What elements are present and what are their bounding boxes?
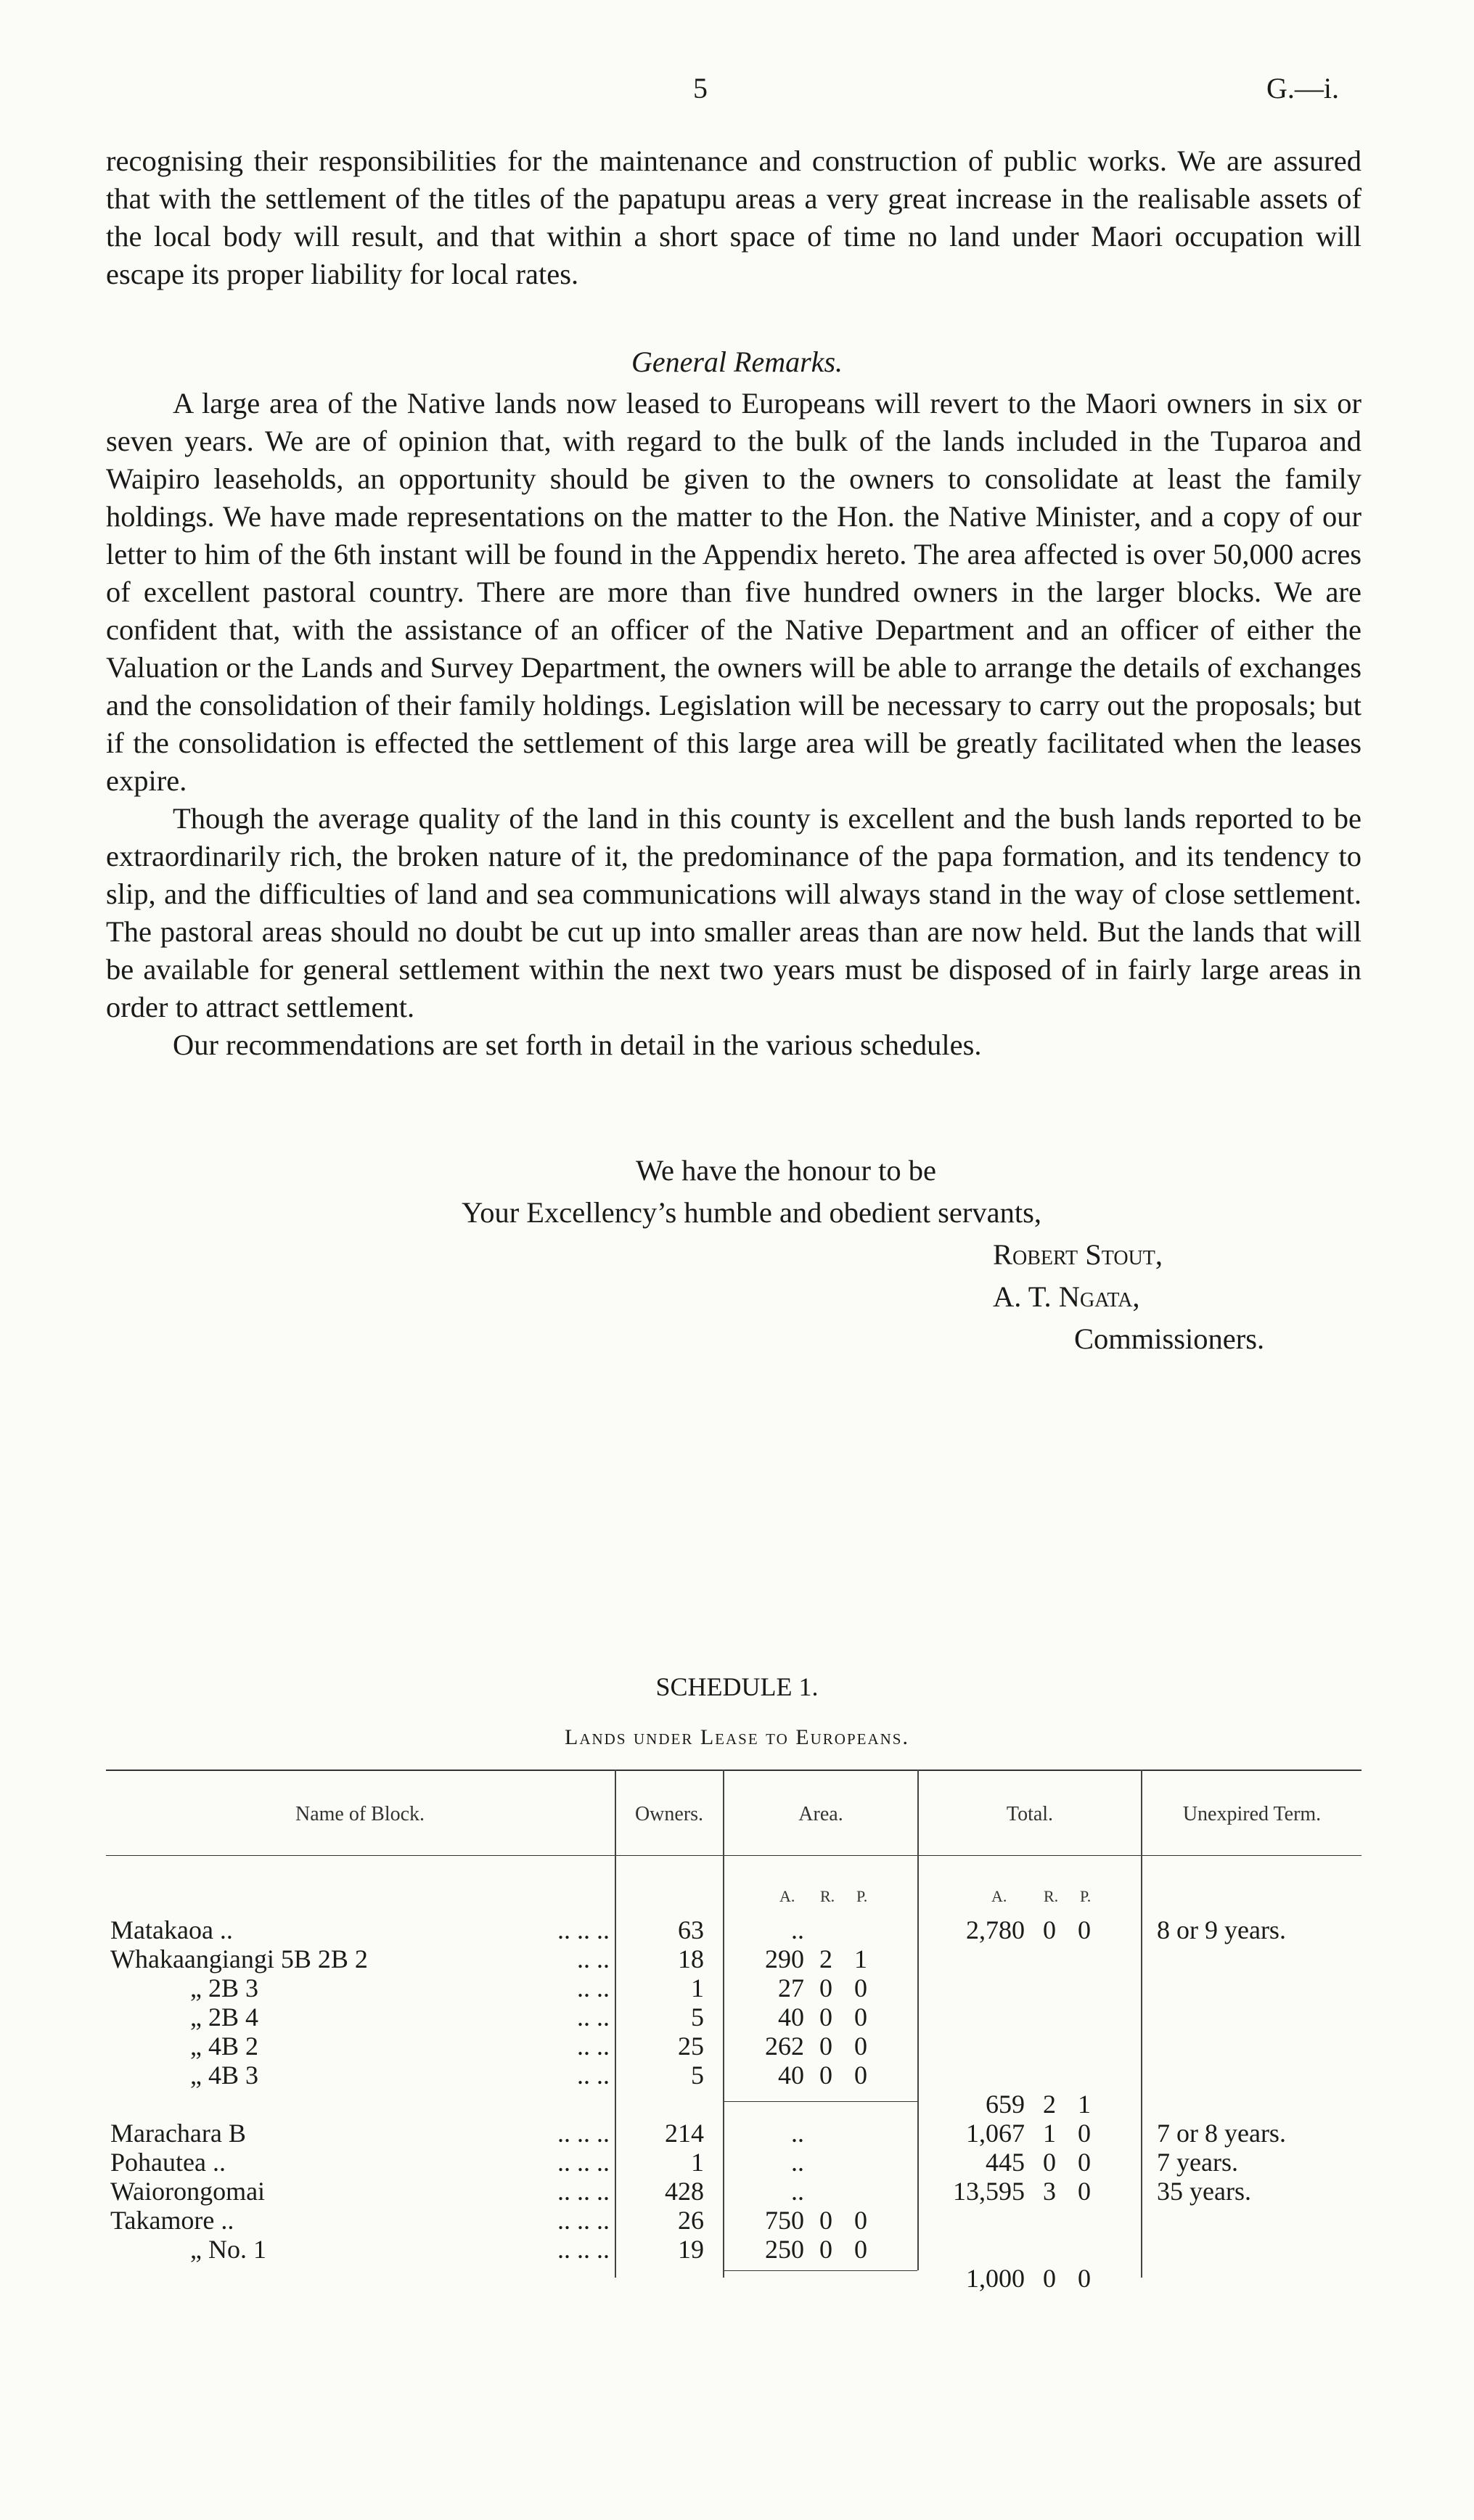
intro-paragraph: recognising their responsibilities for the maintenance and construction of public works. We are assured that with the settlement of the titles of the papatupu areas a very great increase in the realisable assets of the local body will result, and that within a short space of time no land under Maori occupation will escape its proper liability for local rates. [106,144,1362,290]
table-col-divider-2 [723,1770,724,2278]
cell-owners: 19 [678,2235,704,2264]
cell-area-a: .. [791,2148,804,2177]
cell-total-p: 0 [1078,1915,1091,1944]
intro-paragraph-block [106,142,1362,293]
cell-dots: .. .. .. [557,1915,610,1944]
cell-owners: 25 [678,2032,704,2061]
cell-owners: 1 [691,2148,704,2177]
total-unit-perches: P. [1080,1887,1092,1905]
cell-area-p: 0 [854,2061,867,2090]
column-header-total: Total. [1006,1803,1054,1825]
cell-area-a: 27 [778,1973,804,2002]
cell-total-a: 659 [986,2090,1025,2119]
cell-area-a: .. [791,2177,804,2206]
cell-area-r: 0 [819,2002,832,2032]
cell-term: 7 or 8 years. [1157,2119,1286,2148]
signatory-role: Commissioners. [1074,1322,1265,1355]
cell-dots: .. .. [577,1944,610,1973]
cell-owners: 63 [678,1915,704,1944]
cell-total-p: 0 [1078,2177,1091,2206]
cell-total-a: 445 [986,2148,1025,2177]
cell-name: „ 2B 3 [190,1973,258,2002]
table-col-divider-1 [615,1770,616,2278]
cell-area-r: 0 [819,2235,832,2264]
paragraph-consolidation: A large area of the Native lands now leased to Europeans will revert to the Maori owners in six or seven years. We are of opinion that, with regard to the bulk of the lands included in the Tuparoa and Waipiro leaseholds, an opportunity should be given to the owners to consolidate at least the family holdings. We have made representations on the matter to the Hon. the Native Minister, and a copy of our letter to him of the 6th instant will be found in the Appendix hereto. The area affected is over 50,000 acres of excellent pastoral country. There are more than five hundred owners in the larger blocks. We are confident that, with the assistance of an officer of the Native Department and an officer of either the Valuation or the Lands and Survey Department, the owners will be able to arrange the details of exchanges and the consolidation of their family holdings. Legislation will be necessary to carry out the proposals; but if the consolidation is effected the settlement of this large area will be greatly facilitated when the leases expire. [106,387,1362,797]
paragraph-land-quality: Though the average quality of the land in this county is excellent and the bush lands reported to be extraordinarily rich, the broken nature of it, the predominance of the papa formation, and its tendency to slip, and the difficulties of land and sea communications will always stand in the way of close settlement. The pastoral areas should no doubt be cut up into smaller areas than are now held. But the lands that will be available for general settlement within the next two years must be disposed of in fairly large areas in order to attract settlement. [106,802,1362,1023]
schedule-subtitle: Lands under Lease to Europeans. [565,1725,909,1749]
cell-owners: 214 [665,2119,704,2148]
cell-area-a: 250 [765,2235,804,2264]
cell-term: 7 years. [1157,2148,1238,2177]
cell-dots: .. .. [577,1973,610,2002]
cell-dots: .. .. .. [557,2119,610,2148]
table-header-rule [106,1855,1362,1856]
signatory-2: A. T. Ngata, [993,1280,1140,1313]
cell-owners: 18 [678,1944,704,1973]
cell-area-r: 2 [819,1944,832,1973]
cell-dots: .. .. .. [557,2148,610,2177]
cell-dots: .. .. .. [557,2235,610,2264]
cell-area-a: 40 [778,2061,804,2090]
cell-area-r: 0 [819,2206,832,2235]
cell-owners: 428 [665,2177,704,2206]
total-unit-roods: R. [1044,1887,1059,1905]
cell-total-a: 13,595 [953,2177,1025,2206]
section-heading: General Remarks. [631,345,843,378]
cell-dots: .. .. [577,2032,610,2061]
cell-area-r: 0 [819,2032,832,2061]
cell-name: „ 4B 3 [190,2061,258,2090]
cell-dots: .. .. .. [557,2206,610,2235]
cell-name: „ 4B 2 [190,2032,258,2061]
cell-dots: .. .. [577,2002,610,2032]
cell-area-a: 40 [778,2002,804,2032]
closing-line-1: We have the honour to be [636,1154,936,1187]
total-unit-acres: A. [991,1887,1007,1905]
cell-name: „ 2B 4 [190,2002,258,2032]
cell-area-p: 0 [854,1973,867,2002]
cell-name: Marachara B [110,2119,246,2148]
subtotal-rule-1 [724,2101,917,2102]
cell-area-a: .. [791,2119,804,2148]
cell-total-r: 3 [1043,2177,1056,2206]
cell-owners: 5 [691,2002,704,2032]
cell-total-r: 1 [1043,2119,1056,2148]
cell-name: Takamore .. [110,2206,234,2235]
cell-name: Matakaoa .. [110,1915,233,1944]
paragraph-recommendations: Our recommendations are set forth in detail in the various schedules. [173,1028,982,1061]
area-unit-perches: P. [856,1887,868,1905]
cell-total-r: 2 [1043,2090,1056,2119]
cell-owners: 5 [691,2061,704,2090]
cell-term: 35 years. [1157,2177,1251,2206]
cell-total-a: 2,780 [966,1915,1025,1944]
cell-owners: 1 [691,1973,704,2002]
cell-term: 8 or 9 years. [1157,1915,1286,1944]
cell-area-p: 1 [854,1944,867,1973]
cell-total-r: 0 [1043,1915,1056,1944]
cell-total-a: 1,067 [966,2119,1025,2148]
page-number: 5 [693,72,708,105]
column-header-owners: Owners. [634,1803,704,1825]
area-unit-roods: R. [820,1887,835,1905]
cell-total-p: 0 [1078,2119,1091,2148]
schedule-title: SCHEDULE 1. [655,1672,819,1701]
cell-area-a: 290 [765,1944,804,1973]
cell-area-r: 0 [819,2061,832,2090]
cell-name: Pohautea .. [110,2148,226,2177]
cell-area-p: 0 [854,2032,867,2061]
closing-line-2: Your Excellency’s humble and obedient servants, [462,1196,1041,1229]
cell-dots: .. .. [577,2061,610,2090]
cell-dots: .. .. .. [557,2177,610,2206]
subtotal-rule-2 [724,2270,917,2271]
cell-total-p: 0 [1078,2264,1091,2293]
column-header-term: Unexpired Term. [1182,1803,1322,1825]
cell-area-a: .. [791,1915,804,1944]
cell-area-a: 750 [765,2206,804,2235]
column-header-area: Area. [798,1803,843,1825]
remarks-body [106,385,1362,1064]
cell-area-p: 0 [854,2206,867,2235]
column-header-name: Name of Block. [295,1803,425,1825]
cell-total-p: 0 [1078,2148,1091,2177]
cell-total-r: 0 [1043,2264,1056,2293]
table-col-divider-4 [1141,1770,1142,2278]
cell-owners: 26 [678,2206,704,2235]
table-top-rule [106,1770,1362,1771]
cell-area-r: 0 [819,1973,832,2002]
cell-total-r: 0 [1043,2148,1056,2177]
cell-area-a: 262 [765,2032,804,2061]
cell-area-p: 0 [854,2002,867,2032]
cell-name: Waiorongomai [110,2177,266,2206]
cell-name: „ No. 1 [190,2235,266,2264]
table-col-divider-3 [917,1770,919,2270]
cell-name: Whakaangiangi 5B 2B 2 [110,1944,368,1973]
signatory-1: Robert Stout, [993,1238,1163,1271]
cell-total-p: 1 [1078,2090,1091,2119]
cell-total-a: 1,000 [966,2264,1025,2293]
cell-area-p: 0 [854,2235,867,2264]
area-unit-acres: A. [779,1887,795,1905]
page-reference: G.—i. [1266,72,1339,105]
